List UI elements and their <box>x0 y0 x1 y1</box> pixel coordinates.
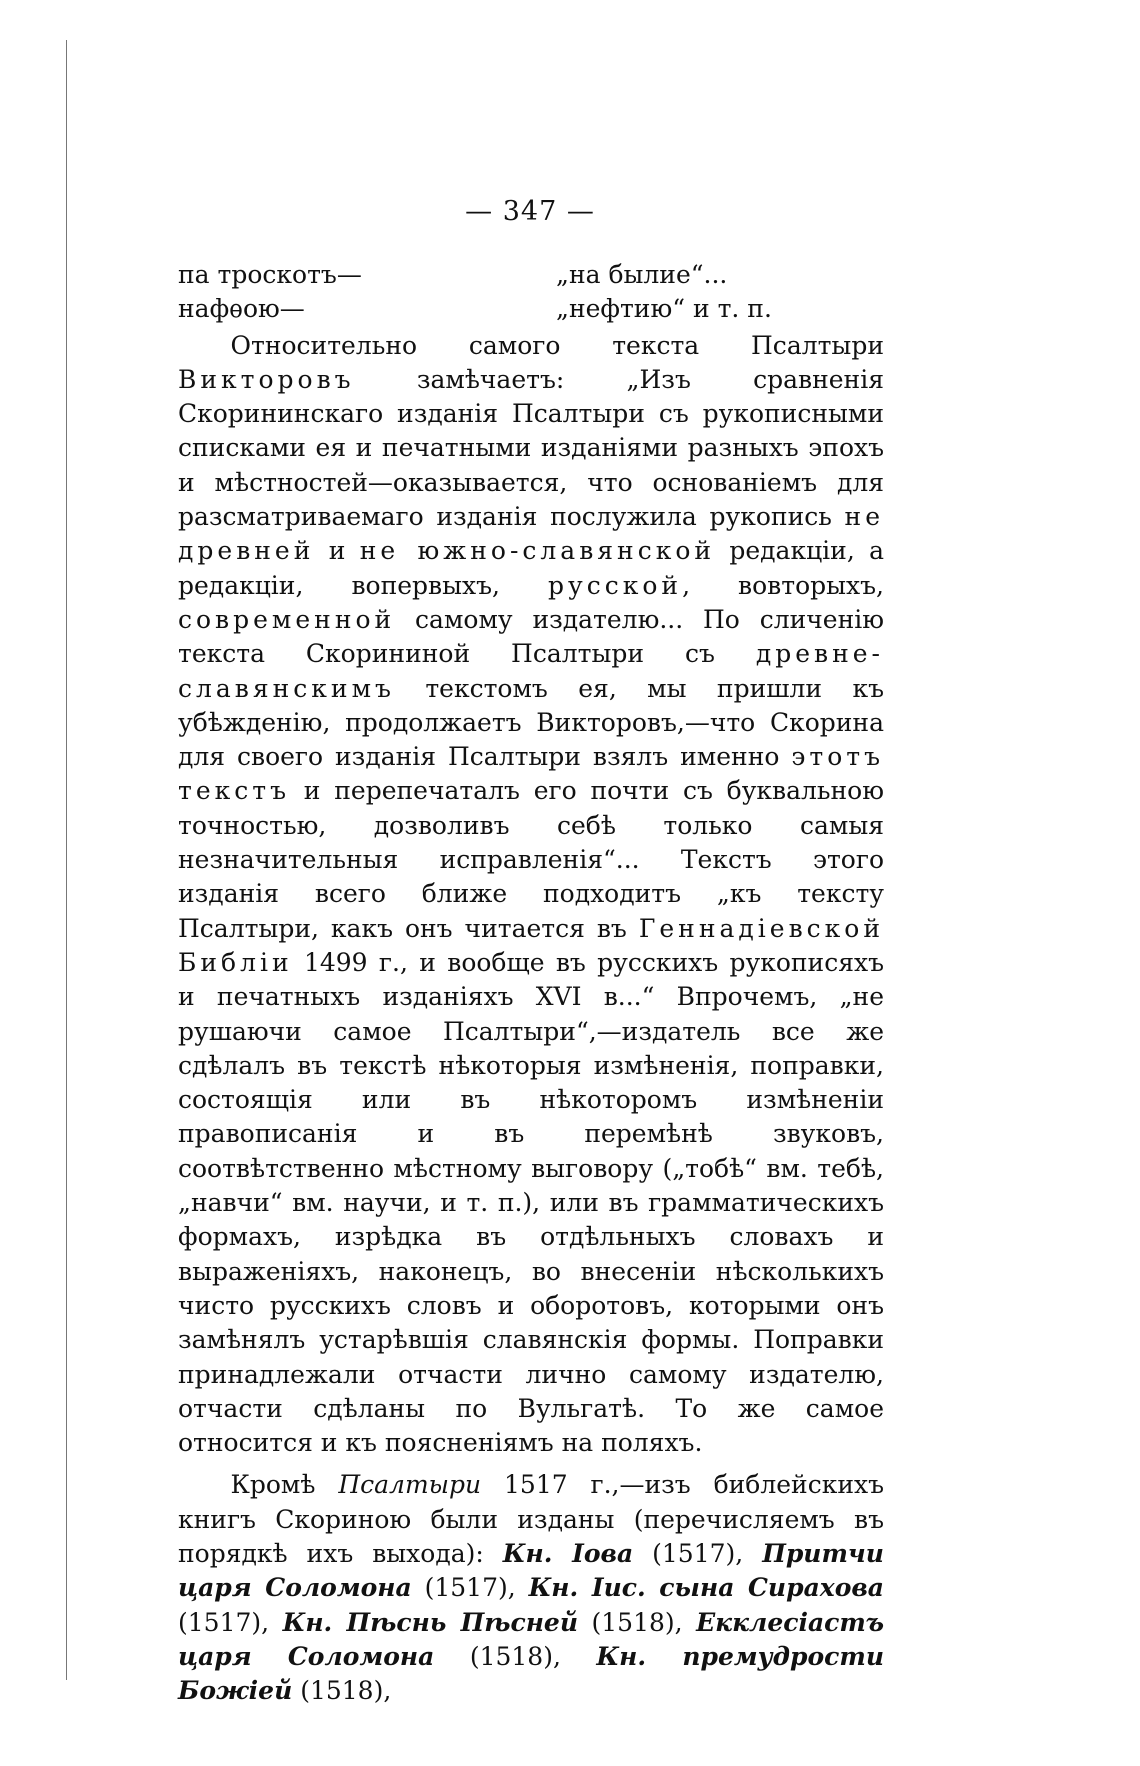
spaced-text: Геннадіевской Библіи <box>178 913 884 977</box>
book-title: Кн. Пѣснь Пѣсней <box>282 1607 579 1637</box>
word-pair-left: па троскотъ— <box>178 260 362 289</box>
book-title: Кн. Іис. сына Сирахова <box>528 1573 884 1603</box>
text-run: замѣчаетъ: „Изъ сравненія Скорининскаго изданія Псалтыри съ рукописными списками ея и печатными изданіями разныхъ эпохъ и мѣстностей—оказывается, что основаніемъ для разсматриваемаго изданія послужила рукопись <box>178 364 884 532</box>
word-pairs <box>178 258 884 327</box>
spaced-text: не древней <box>178 502 884 566</box>
paragraph-viktorov-quote <box>178 329 884 1461</box>
text-run: , вовторыхъ, <box>682 570 884 600</box>
spaced-text: русской <box>548 570 683 600</box>
word-pair-row <box>178 258 884 292</box>
text-run: (1517), <box>178 1607 283 1637</box>
page-number: — 347 — <box>465 196 595 227</box>
page-scan-edge-line <box>66 40 67 1680</box>
text-run: редакціи, а редакціи, вопервыхъ, <box>178 536 884 600</box>
spaced-text: древне-славянскимъ <box>178 639 884 703</box>
word-pair-row <box>178 292 884 326</box>
spaced-text: не южно-славянской <box>359 536 716 566</box>
page-body <box>178 258 884 1708</box>
book-title: Притчи царя Соломона <box>178 1538 884 1603</box>
book-title: Кн. премудрости Божіей <box>178 1641 884 1706</box>
word-pair-right: „нефтию“ и т. п. <box>556 294 772 324</box>
spaced-text: Викторовъ <box>178 364 355 394</box>
spaced-text: этотъ текстъ <box>178 742 884 806</box>
word-pair-left: нафѳою— <box>178 294 305 324</box>
paragraph-skorina-books <box>178 1468 884 1708</box>
text-run: (1518), <box>434 1641 597 1671</box>
text-run: (1518), <box>292 1676 392 1706</box>
italic-title: Псалтыри <box>338 1470 482 1500</box>
book-title: Екклесіастъ царя Соломона <box>178 1607 884 1671</box>
text-run: Кромѣ <box>230 1470 339 1500</box>
word-pair-right: „на былие“... <box>556 260 728 289</box>
text-run: и перепечаталъ его почти съ буквальною точностью, дозволивъ себѣ только самыя незначительныя исправленія“... Текстъ этого изданія всего ближе подходитъ „къ тексту Псалтыри, какъ онъ читается въ <box>178 776 884 943</box>
book-title: Кн. Іова <box>502 1538 634 1568</box>
text-run: (1517), <box>411 1573 529 1603</box>
text-run: Относительно самого текста Псалтыри <box>230 330 884 360</box>
text-run: (1517), <box>633 1538 763 1568</box>
text-run: и <box>314 536 360 566</box>
spaced-text: современной <box>178 604 396 634</box>
text-run: самому издателю... По сличенію текста Скорининой Псалтыри съ <box>178 604 884 669</box>
text-run: 1517 г.,—изъ библейскихъ книгъ Скориною были изданы (перечисляемъ въ порядкѣ ихъ выхода): <box>178 1470 884 1568</box>
text-run: текстомъ ея, мы пришли къ убѣжденію, продолжаетъ Викторовъ,—что Скорина для своего изданія Псалтыри взялъ именно <box>178 673 884 772</box>
text-run: (1518), <box>578 1607 697 1637</box>
text-run: 1499 г., и вообще въ русскихъ рукописяхъ и печатныхъ изданіяхъ XVI в...“ Впрочемъ, „не рушаючи самое Псалтыри“,—издатель все же сдѣлалъ въ текстѣ нѣкоторыя измѣненія, поправки, состоящія или въ нѣкоторомъ измѣненіи правописанія и въ перемѣнѣ звуковъ, соотвѣтственно мѣстному выговору („тобѣ“ вм. тебѣ, „навчи“ вм. научи, и т. п.), или въ грамматическихъ формахъ, изрѣдка въ отдѣльныхъ словахъ и выраженіяхъ, наконецъ, во внесеніи нѣсколькихъ чисто русскихъ словъ и оборотовъ, которыми онъ замѣнялъ устарѣвшія славянскія формы. Поправки принадлежали отчасти лично самому издателю, отчасти сдѣланы по Вульгатѣ. То же самое относится и къ поясненіямъ на поляхъ. <box>178 947 884 1458</box>
